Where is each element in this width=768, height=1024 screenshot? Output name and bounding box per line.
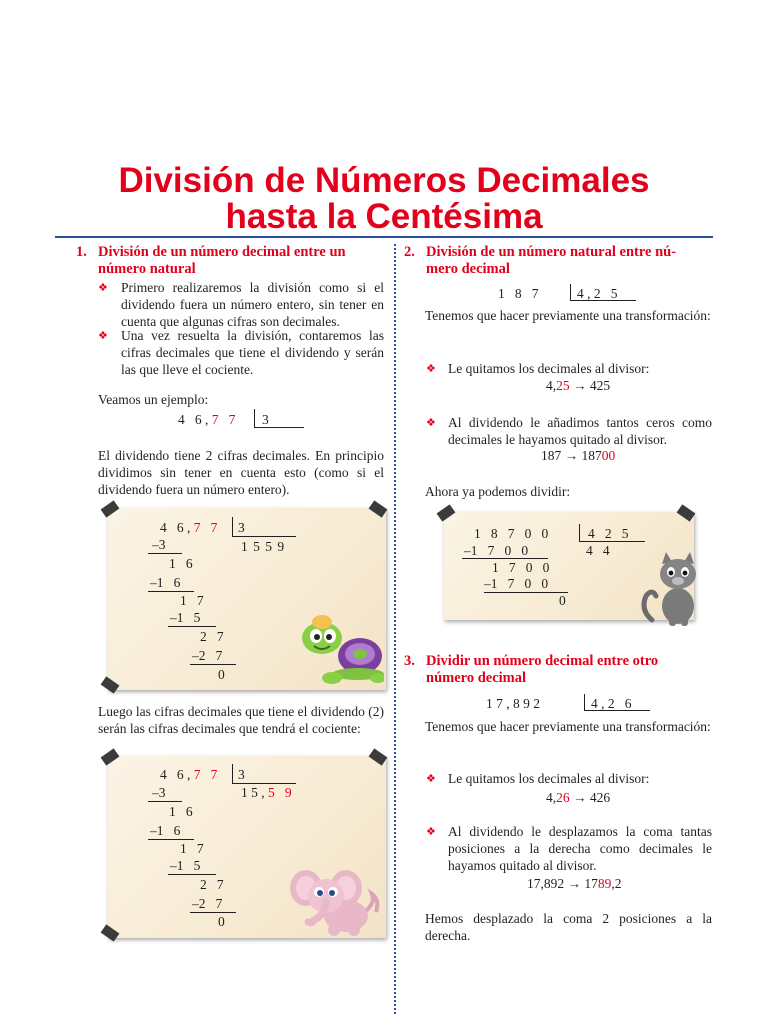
s1-example-dividend: 4 6 , 7 7 [178,412,236,427]
s3-bullet-1: Le quitamos los decimales al divisor: [448,771,650,786]
division-bracket [254,409,255,427]
section-2-number: 2. [404,244,415,260]
s1-paragraph-2: El dividendo tiene 2 cifras decimales. En principio dividimos sin tener en cuenta esto (como si el dividendo fuera un número entero). [98,448,384,497]
elephant-illustration-icon [284,864,384,938]
step-line [484,592,568,593]
d2-step: –2 7 [192,896,223,911]
d1-quotient: 1 5 5 9 [241,539,286,554]
bullet-icon: ❖ [98,330,108,342]
division-bracket [579,524,580,541]
s1-example-divisor: 3 [262,412,269,427]
d3-step: 0 [559,593,566,608]
tape-icon [369,748,388,765]
cat-illustration-icon [640,550,710,628]
title-rule [55,236,713,238]
step-line [148,553,182,554]
section-1-heading-line-2: número natural [98,261,196,277]
d1-dividend: 4 6 , 7 7 [160,520,218,535]
s1-example-label: Veamos un ejemplo: [98,392,209,407]
tape-icon [369,500,388,517]
section-3-heading-line-2: número decimal [426,670,527,686]
turtle-illustration-icon [298,612,384,686]
tape-icon [677,504,696,521]
step-line [168,626,216,627]
d2-dividend: 4 6 , 7 7 [160,767,218,782]
d2-step: 1 6 [169,804,193,819]
s2-bullet-1: Le quitamos los decimales al divisor: [448,361,650,376]
d2-step: 2 7 [200,877,224,892]
s3-bullet-2: Al dividendo le desplazamos la coma tantas posiciones a la derecha como decimales le hayamos quitado al divisor. [448,824,712,873]
bullet-icon: ❖ [426,773,436,785]
d2-step: –1 6 [150,823,181,838]
page-title-line-1: División de Números Decimales [118,161,650,200]
d3-divisor: 4 2 5 [588,526,629,541]
s3-divisor: 4 , 2 6 [591,696,632,711]
tape-icon [101,748,120,765]
section-2-heading-line-1: División de un número natural entre nú- [426,244,677,260]
section-1-number: 1. [76,244,87,260]
step-line [168,874,216,875]
step-line [190,912,236,913]
section-3-heading-line-1: Dividir un número decimal entre otro [426,653,659,669]
s2-transform-2: 187 → 18700 [541,448,616,463]
column-divider [394,244,396,1014]
section-3-number: 3. [404,653,415,669]
s2-paragraph-2: Ahora ya podemos dividir: [425,484,571,499]
d1-divisor: 3 [238,520,245,535]
s1-bullet-1: Primero realizaremos la división como si el dividendo fuera un número entero, sin tener en cuenta que algunas cifras son decimales. [121,280,384,329]
d3-dividend: 1 8 7 0 0 [474,526,549,541]
s1-paragraph-3: Luego las cifras decimales que tiene el dividendo (2) serán las cifras decimales que tendrá el cociente: [98,704,384,736]
tape-icon [101,676,120,693]
s2-transform-1: 4,25 → 425 [546,378,611,393]
d1-step: –2 7 [192,648,223,663]
tape-icon [101,924,120,941]
s1-bullet-2: Una vez resuelta la división, contaremos las cifras decimales que tiene el dividendo y serán las que lleve el cociente. [121,328,384,377]
d2-step: 1 7 [180,841,204,856]
d3-step: –1 7 0 0 [464,543,529,558]
section-1-heading-line-1: División de un número decimal entre un [98,244,346,260]
d3-step: –1 7 0 0 [484,576,549,591]
section-2-heading-line-2: mero decimal [426,261,510,277]
d1-step: 1 6 [169,556,193,571]
d1-step: 1 7 [180,593,204,608]
d3-step: 1 7 0 0 [492,560,550,575]
division-card-1 [108,508,386,690]
d1-step: –1 5 [170,610,201,625]
tape-icon [101,500,120,517]
s3-transform-2: 17,892 → 1789,2 [527,876,622,891]
s2-bullet-2: Al dividendo le añadimos tantos ceros como decimales le hayamos quitado al divisor. [448,415,712,447]
d2-step: –1 5 [170,858,201,873]
d3-quotient: 4 4 [586,543,610,558]
d2-step: 0 [218,914,225,929]
s2-divisor: 4 , 2 5 [577,286,618,301]
division-bracket [232,764,233,783]
s2-paragraph-1: Tenemos que hacer previamente una transformación: [425,308,711,323]
division-card-2 [108,756,386,938]
d1-step: 0 [218,667,225,682]
s2-dividend: 1 8 7 [498,286,539,301]
s3-paragraph-2: Hemos desplazado la coma 2 posiciones a la derecha. [425,911,712,943]
division-bracket [232,536,296,537]
division-bracket [232,517,233,536]
bullet-icon: ❖ [98,282,108,294]
d2-step: –3 [152,785,166,800]
division-bracket [584,694,585,711]
d1-step: –3 [152,537,166,552]
tape-icon [437,504,456,521]
page-title-line-2: hasta la Centésima [225,197,543,236]
s3-paragraph-1: Tenemos que hacer previamente una transformación: [425,719,711,734]
step-line [148,801,182,802]
d2-divisor: 3 [238,767,245,782]
d1-step: 2 7 [200,629,224,644]
s3-transform-1: 4,26 → 426 [546,790,611,805]
s3-dividend: 1 7 , 8 9 2 [486,696,540,711]
d2-quotient: 1 5 , 5 9 [241,785,292,800]
bullet-icon: ❖ [426,826,436,838]
division-bracket [570,284,571,301]
step-line [190,664,236,665]
bullet-icon: ❖ [426,363,436,375]
bullet-icon: ❖ [426,417,436,429]
d1-step: –1 6 [150,575,181,590]
